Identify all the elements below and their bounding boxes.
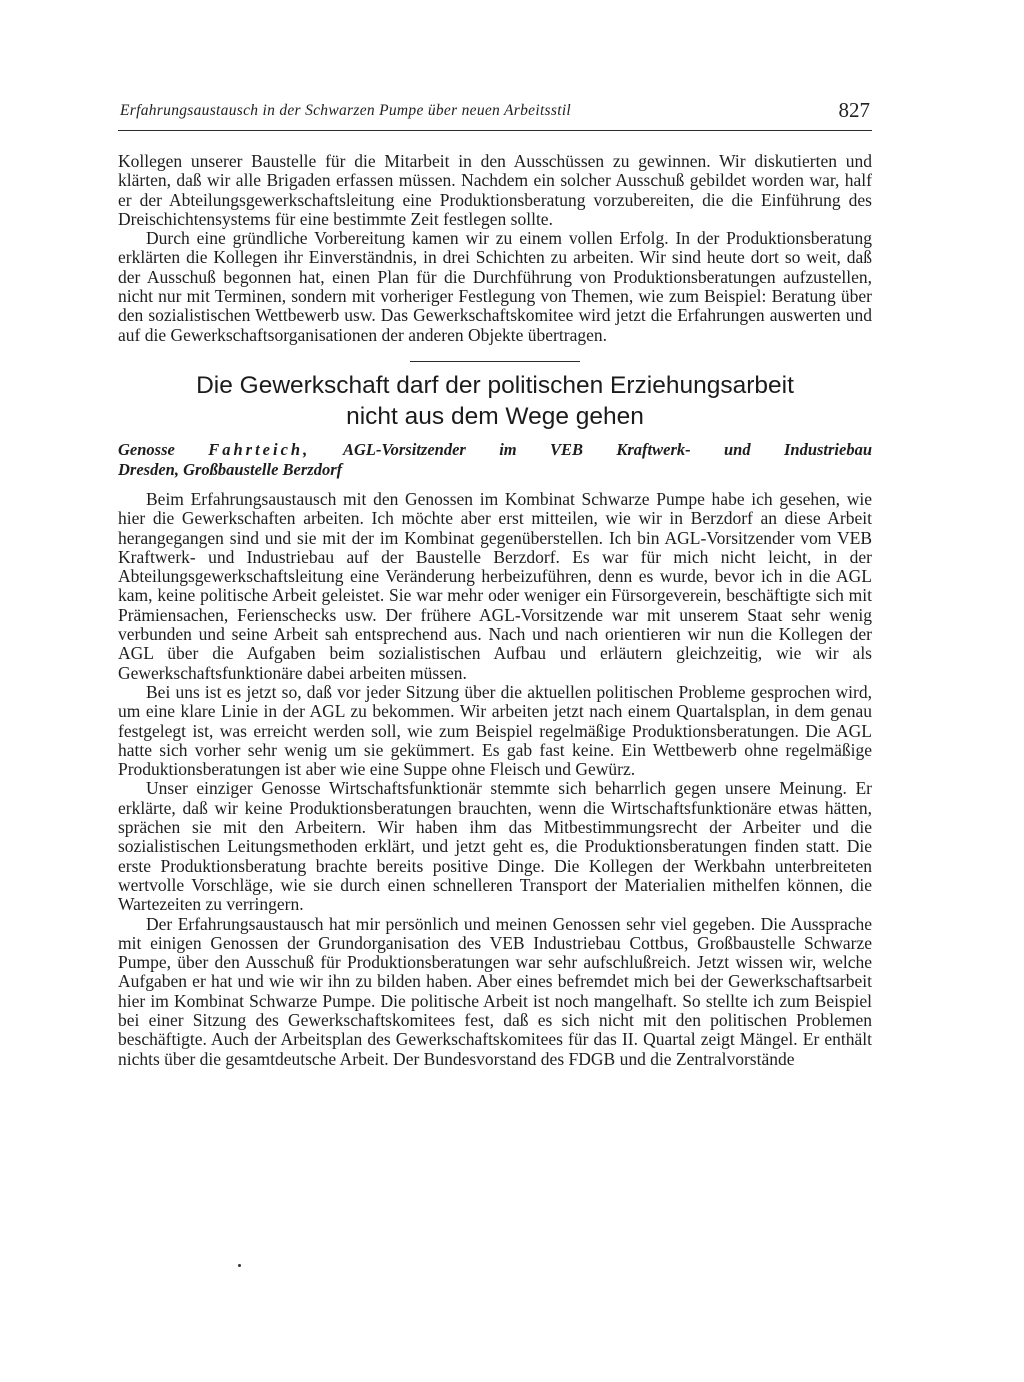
speaker-role-line-2: Dresden, Großbaustelle Berzdorf [118, 459, 343, 479]
running-title: Erfahrungsaustausch in der Schwarzen Pumpe über neuen Arbeitsstil [120, 102, 572, 119]
text-column [118, 152, 872, 1069]
section-heading [118, 370, 872, 432]
body-paragraph-1: Beim Erfahrungsaustausch mit den Genossen im Kombinat Schwarze Pumpe habe ich gesehen, wie hier die Gewerkschaften arbeiten. Ich möchte aber erst mitteilen, wie wir in Berzdorf an diese Arbeit herangegangen sind und sie mit der im Kombinat gegenüberstellen. Ich bin AGL-Vorsitzender vom VEB Kraftwerk- und Industriebau auf der Baustelle Berzdorf. Es war für mich nicht leicht, in der Abteilungsgewerkschaftsleitung eine Veränderung herbeizuführen, denn es wurde, bevor ich in die AGL kam, keine politische Arbeit geleistet. Sie war mehr oder weniger ein Fürsorgeverein, beschäftigte sich mit Prämiensachen, Ferienschecks usw. Der frühere AGL-Vorsitzende war mit unserem Staat sehr wenig verbunden und seine Arbeit sah entsprechend aus. Nach und nach orientieren wir nun die Kollegen der AGL über die Aufgaben beim sozialistischen Aufbau und erläutern gleichzeitig, wie wir als Gewerkschaftsfunktionäre dabei arbeiten müssen. [118, 488, 872, 683]
speaker-prefix: Genosse [118, 439, 175, 459]
speaker-line-1 [118, 440, 872, 460]
speaker-name: Fahrteich, [208, 439, 311, 459]
page-number: 827 [838, 98, 870, 122]
section-divider [410, 361, 580, 362]
speaker-role-line-1: AGL-Vorsitzender im VEB Kraftwerk- und Industriebau [342, 439, 873, 459]
section-heading-line-2: nicht aus dem Wege gehen [346, 402, 644, 430]
speaker-byline [118, 440, 872, 480]
body-paragraph-4: Der Erfahrungsaustausch hat mir persönlich und meinen Genossen sehr viel gegeben. Die Aussprache mit einigen Genossen der Grundorganisation des VEB Industriebau Cottbus, Großbaustelle Schwarze Pumpe, über den Ausschuß für Produktionsberatungen war sehr aufschlußreich. Jetzt wissen wir, welche Aufgaben er hat und wie wir ihn zu bilden haben. Aber eines befremdet mich bei der Gewerkschaftsarbeit hier im Kombinat Schwarze Pumpe. Die politische Arbeit ist noch mangelhaft. So stellte ich zum Beispiel bei einer Sitzung des Gewerkschaftskomitees fest, daß es sich nicht mit den politischen Problemen beschäftigte. Auch der Arbeitsplan des Gewerkschaftskomitees für das II. Quartal zeigt Mängel. Er enthält nichts über die gesamtdeutsche Arbeit. Der Bundesvorstand des FDGB und die Zentralvorstände [118, 913, 872, 1069]
running-header [118, 96, 872, 131]
section-heading-line-1: Die Gewerkschaft darf der politischen Erziehungsarbeit [196, 371, 794, 399]
intro-paragraph-2: Durch eine gründliche Vorbereitung kamen wir zu einem vollen Erfolg. In der Produktionsberatung erklärten die Kollegen ihr Einverständnis, in drei Schichten zu arbeiten. Wir sind heute dort so weit, daß der Ausschuß begonnen hat, einen Plan für die Durchführung von Produktionsberatungen aufzustellen, nicht nur mit Terminen, sondern mit vorheriger Festlegung von Themen, wie zum Beispiel: Beratung über den sozialistischen Wettbewerb usw. Das Gewerkschaftskomitee wird jetzt die Erfahrungen auswerten und auf die Gewerkschaftsorganisationen der anderen Objekte übertragen. [118, 228, 872, 345]
intro-paragraph-1: Kollegen unserer Baustelle für die Mitarbeit in den Ausschüssen zu gewinnen. Wir diskutierten und klärten, daß wir alle Brigaden erfassen müssen. Nachdem ein solcher Ausschuß gebildet worden war, half er der Abteilungsgewerkschaftsleitung eine Produktionsberatung vorzubereiten, die die Einführung des Dreischichtensystems für eine bestimmte Zeit festlegen sollte. [118, 151, 872, 229]
body-paragraph-2: Bei uns ist es jetzt so, daß vor jeder Sitzung über die aktuellen politischen Probleme gesprochen wird, um eine klare Linie in der AGL zu bekommen. Wir arbeiten jetzt nach einem Quartalsplan, in dem genau festgelegt ist, was erreicht werden soll, wie zum Beispiel regelmäßige Produktionsberatungen. Die AGL hatte sich vorher sehr wenig um sie gekümmert. Es gab fast keine. Ein Wettbewerb ohne regelmäßige Produktionsberatungen ist aber wie eine Suppe ohne Fleisch und Gewürz. [118, 681, 872, 780]
body-paragraph-3: Unser einziger Genosse Wirtschaftsfunktionär stemmte sich beharrlich gegen unsere Meinung. Er erklärte, daß wir keine Produktionsberatungen brauchten, wenn die Wirtschaftsfunktionäre etwas hätten, sprächen sie mit den Arbeitern. Wir haben ihm das Mitbestimmungsrecht der Arbeiter und die sozialistischen Leitungsmethoden erklärt, und jetzt geht es, die Produktionsberatungen finden statt. Die erste Produktionsberatung brachte bereits positive Dinge. Die Kollegen der Werkbahn unterbreiteten wertvolle Vorschläge, wie sie durch einen schnelleren Transport der Materialien mithelfen können, die Wartezeiten zu verringern. [118, 778, 872, 915]
print-speck [238, 1264, 241, 1267]
